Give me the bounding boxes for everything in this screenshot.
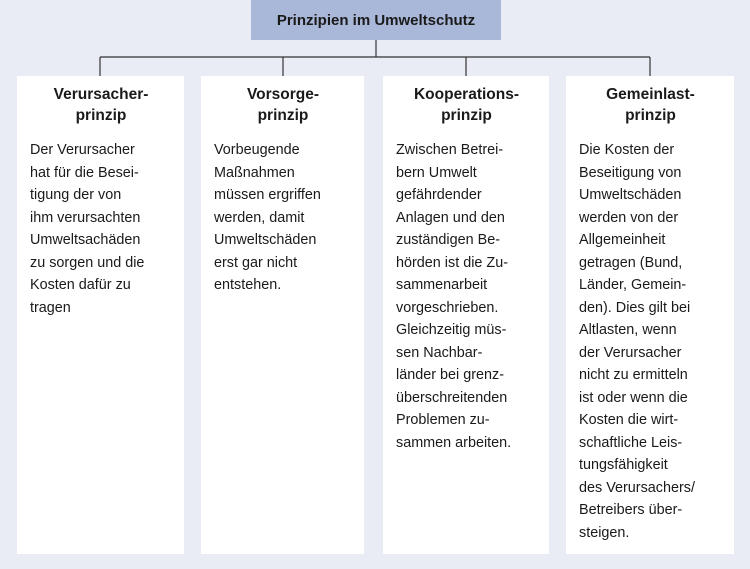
- principle-card-vorsorge: [201, 76, 364, 554]
- principle-card-gemeinlast: [566, 76, 734, 554]
- root-node: [251, 0, 501, 40]
- card-text: Zwischen Betrei- bern Umwelt gefährdender Anlagen und den zuständigen Be- hörden ist die Zu- sammenarbeit vorgeschrieben. Gleichzeitig müs- sen Nachbar- länder bei grenz- überschreitenden Problemen zu- sammen arbeiten.: [396, 142, 512, 451]
- card-title: Kooperations- prinzip: [413, 86, 520, 124]
- principle-card-verursacher: [17, 76, 184, 554]
- card-text: Vorbeugende Maßnahmen müssen ergriffen werden, damit Umweltschäden erst gar nicht entstehen.: [214, 142, 321, 293]
- card-title: Vorsorge- prinzip: [246, 86, 320, 124]
- card-text: Der Verursacher hat für die Besei- tigung der von ihm verursachten Umweltsachäden zu sorgen und die Kosten dafür zu tragen: [30, 142, 145, 316]
- card-text: Die Kosten der Beseitigung von Umweltschäden werden von der Allgemeinheit getragen (Bund, Länder, Gemein- den). Dies gilt bei Altlasten, wenn der Verursacher nicht zu ermitteln ist oder wenn die Kosten die wirt- schaftliche Leis- tungsfähigkeit des Verursachers/ Betreibers über- steigen.: [579, 142, 695, 541]
- card-title: Verursacher- prinzip: [53, 86, 149, 124]
- root-title: Prinzipien im Umweltschutz: [276, 11, 476, 29]
- card-title: Gemeinlast- prinzip: [606, 86, 695, 124]
- principle-card-kooperation: [383, 76, 549, 554]
